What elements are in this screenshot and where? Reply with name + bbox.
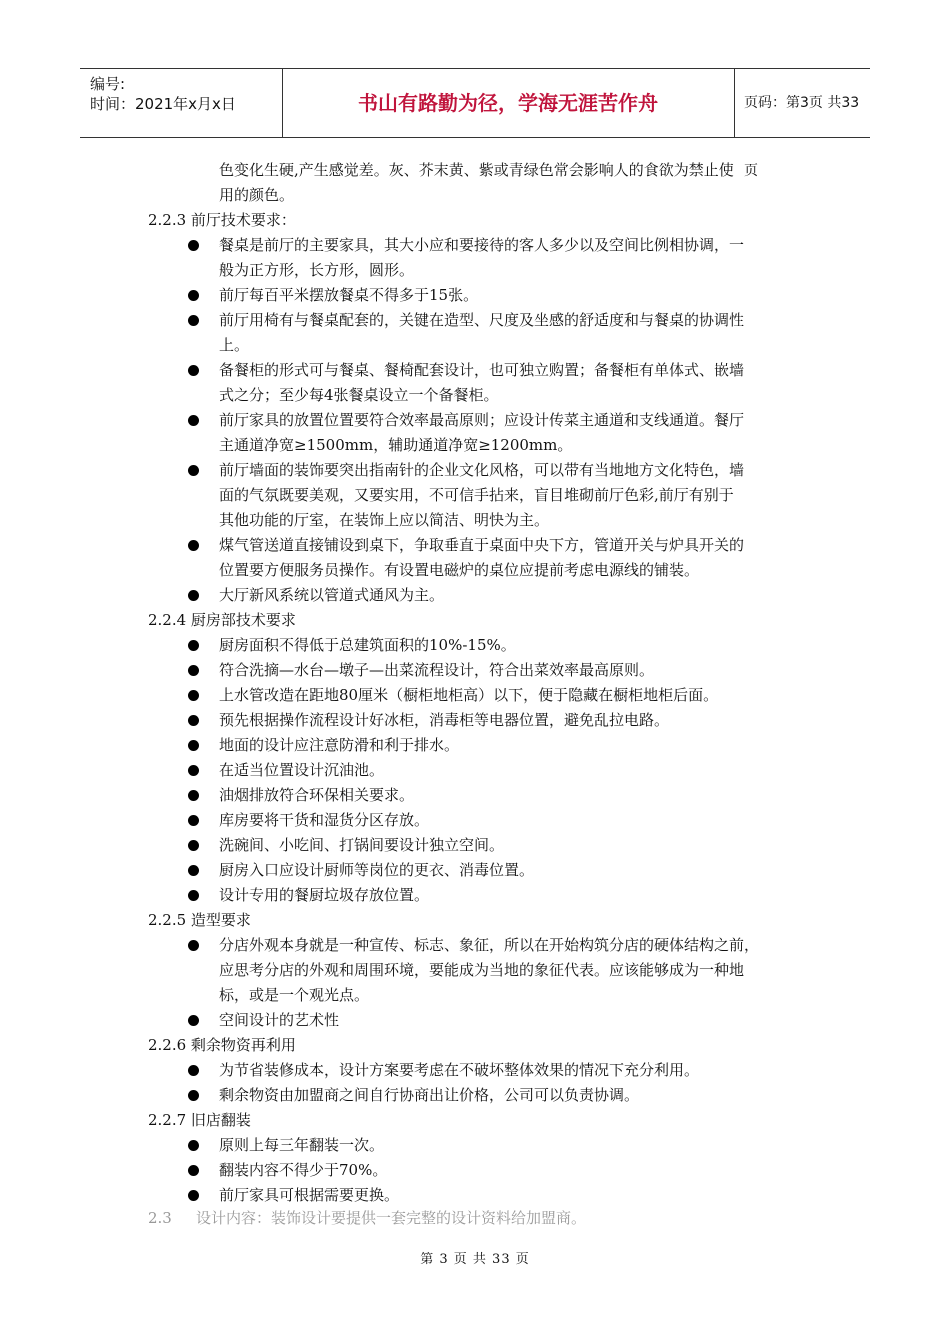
list-item-line: 地面的设计应注意防滑和利于排水。: [219, 736, 460, 754]
bullet-icon: [188, 540, 199, 551]
list-item-line: 剩余物资由加盟商之间自行协商出让价格，公司可以负责协调。: [219, 1086, 640, 1104]
bullet-icon: [188, 315, 199, 326]
list-item-line: 般为正方形，长方形，圆形。: [219, 261, 415, 279]
bullet-icon: [188, 1015, 199, 1026]
closing-number: 2.3: [148, 1209, 172, 1227]
list-item-line: 主通道净宽≥1500mm，辅助通道净宽≥1200mm。: [219, 436, 573, 454]
bullet-icon: [188, 640, 199, 651]
page-footer: 第 3 页 共 33 页: [420, 1252, 530, 1267]
header-page-info: 页码：第3页 共33页: [744, 95, 860, 179]
list-item-line: 面的气氛既要美观，又要实用，不可信手拈来，盲目堆砌前厅色彩,前厅有别于: [219, 486, 734, 504]
bullet-icon: [188, 1065, 199, 1076]
bullet-icon: [188, 415, 199, 426]
intro-line: 用的颜色。: [219, 186, 295, 204]
list-item-line: 为节省装修成本，设计方案要考虑在不破坏整体效果的情况下充分利用。: [219, 1061, 700, 1079]
list-item-line: 标，或是一个观光点。: [219, 986, 370, 1004]
list-item-line: 前厅家具可根据需要更换。: [219, 1186, 400, 1204]
bullet-icon: [188, 790, 199, 801]
list-item-line: 前厅每百平米摆放餐桌不得多于15张。: [219, 286, 479, 304]
bullet-icon: [188, 940, 199, 951]
list-item-line: 煤气管送道直接铺设到桌下，争取垂直于桌面中央下方，管道开关与炉具开关的: [219, 536, 745, 554]
list-item-line: 上。: [219, 336, 250, 354]
list-item-line: 预先根据操作流程设计好冰柜，消毒柜等电器位置，避免乱拉电路。: [219, 711, 670, 729]
header-meta: [80, 69, 283, 137]
list-item-line: 在适当位置设计沉油池。: [219, 761, 385, 779]
bullet-icon: [188, 840, 199, 851]
bullet-icon: [188, 1090, 199, 1101]
bullet-icon: [188, 1190, 199, 1201]
section-heading: 2.2.6 剩余物资再利用: [148, 1036, 296, 1054]
list-item-line: 前厅用椅有与餐桌配套的，关键在造型、尺度及坐感的舒适度和与餐桌的协调性: [219, 311, 745, 329]
list-item-line: 洗碗间、小吃间、打锅间要设计独立空间。: [219, 836, 505, 854]
list-item-line: 式之分；至少每4张餐桌设立一个备餐柜。: [219, 386, 499, 404]
list-item-line: 分店外观本身就是一种宣传、标志、象征，所以在开始构筑分店的硬体结构之前，: [219, 936, 760, 954]
list-item-line: 上水管改造在距地80厘米（橱柜地柜高）以下，便于隐藏在橱柜地柜后面。: [219, 686, 719, 704]
bullet-icon: [188, 1165, 199, 1176]
list-item-line: 位置要方便服务员操作。有设置电磁炉的桌位应提前考虑电源线的铺装。: [219, 561, 700, 579]
list-item-line: 油烟排放符合环保相关要求。: [219, 786, 415, 804]
section-heading: 2.2.5 造型要求: [148, 911, 251, 929]
list-item-line: 餐桌是前厅的主要家具，其大小应和要接待的客人多少以及空间比例相协调，一: [219, 236, 745, 254]
list-item-line: 前厅墙面的装饰要突出指南针的企业文化风格，可以带有当地地方文化特色，墙: [219, 461, 745, 479]
list-item-line: 大厅新风系统以管道式通风为主。: [219, 586, 445, 604]
list-item-line: 空间设计的艺术性: [219, 1011, 340, 1029]
bullet-icon: [188, 815, 199, 826]
bullet-icon: [188, 690, 199, 701]
bullet-icon: [188, 765, 199, 776]
bullet-icon: [188, 240, 199, 251]
bullet-icon: [188, 590, 199, 601]
list-item-line: 其他功能的厅室，在装饰上应以简洁、明快为主。: [219, 511, 550, 529]
closing-text: 设计内容：装饰设计要提供一套完整的设计资料给加盟商。: [196, 1209, 587, 1227]
section-heading: 2.2.4 厨房部技术要求: [148, 611, 296, 629]
list-item-line: 备餐柜的形式可与餐桌、餐椅配套设计，也可独立购置；备餐柜有单体式、嵌墙: [219, 361, 745, 379]
bullet-icon: [188, 365, 199, 376]
list-item-line: 原则上每三年翻装一次。: [219, 1136, 385, 1154]
list-item-line: 库房要将干货和湿货分区存放。: [219, 811, 430, 829]
bullet-icon: [188, 290, 199, 301]
bullet-icon: [188, 715, 199, 726]
list-item-line: 符合洗摘—水台—墩子—出菜流程设计，符合出菜效率最高原则。: [219, 661, 655, 679]
list-item-line: 前厅家具的放置位置要符合效率最高原则；应设计传菜主通道和支线通道。餐厅: [219, 411, 745, 429]
list-item-line: 翻装内容不得少于70%。: [219, 1161, 388, 1179]
list-item-line: 设计专用的餐厨垃圾存放位置。: [219, 886, 430, 904]
bullet-icon: [188, 865, 199, 876]
number-label: 编号:: [90, 75, 126, 93]
section-heading: 2.2.3 前厅技术要求：: [148, 211, 296, 229]
bullet-icon: [188, 740, 199, 751]
time-label: 时间：2021年x月x日: [90, 95, 236, 113]
list-item-line: 应思考分店的外观和周围环境，要能成为当地的象征代表。应该能够成为一种地: [219, 961, 745, 979]
intro-line: 色变化生硬,产生感觉差。灰、芥末黄、紫或青绿色常会影响人的食欲为禁止使: [219, 161, 734, 179]
section-heading: 2.2.7 旧店翻装: [148, 1111, 251, 1129]
bullet-icon: [188, 665, 199, 676]
bullet-icon: [188, 1140, 199, 1151]
bullet-icon: [188, 465, 199, 476]
list-item-line: 厨房入口应设计厨师等岗位的更衣、消毒位置。: [219, 861, 535, 879]
list-item-line: 厨房面积不得低于总建筑面积的10%-15%。: [219, 636, 516, 654]
bullet-icon: [188, 890, 199, 901]
header-motto: 书山有路勤为径，学海无涯苦作舟: [282, 69, 735, 137]
